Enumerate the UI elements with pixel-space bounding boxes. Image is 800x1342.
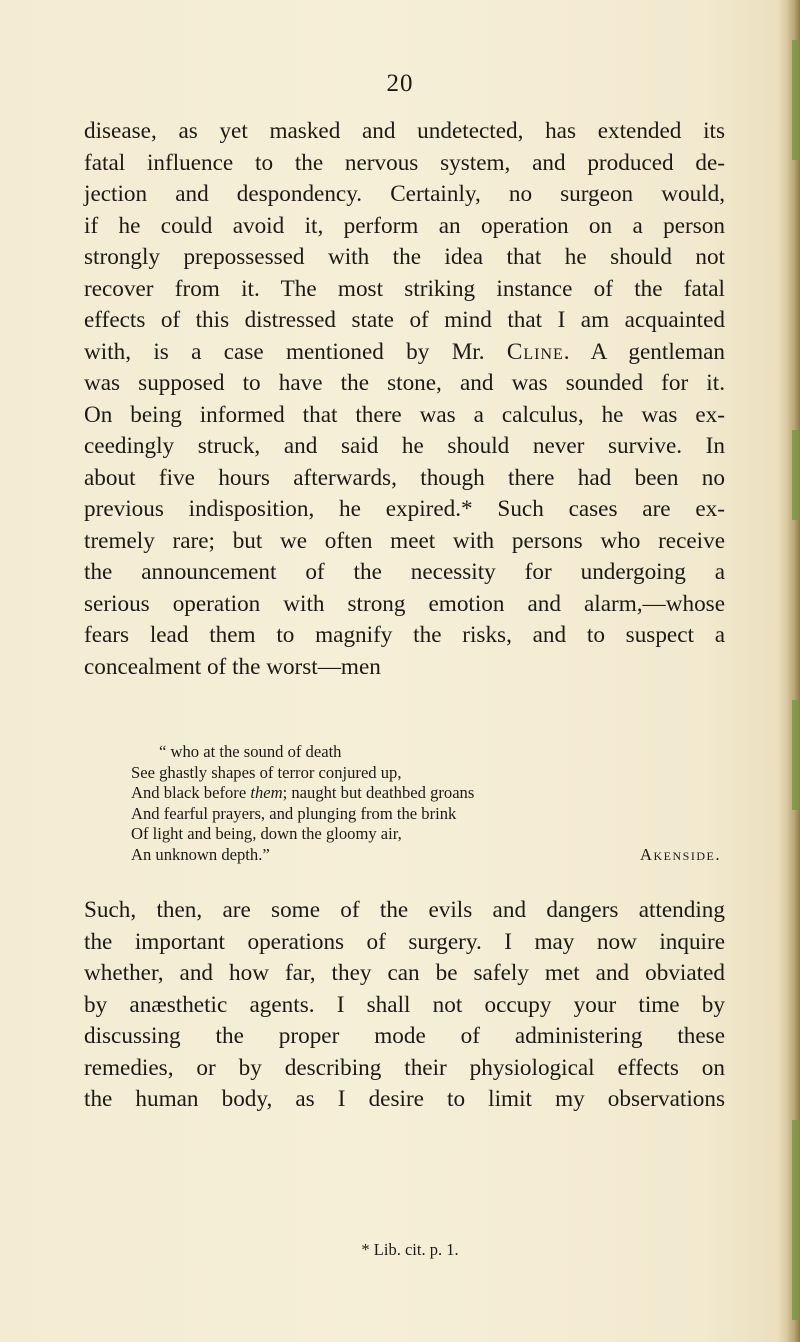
text-line: the human body, as I desire to limit my observations xyxy=(84,1086,725,1112)
text-line: by anæsthetic agents. I shall not occupy your time by xyxy=(84,991,725,1018)
text-line: recover from it. The most striking instance of the fatal xyxy=(84,275,725,302)
verse-line: Of light and being, down the gloomy air, xyxy=(131,824,402,843)
verse-line: See ghastly shapes of terror conjured up, xyxy=(131,762,402,782)
text-line: concealment of the worst—men xyxy=(84,653,381,680)
author-name-cline: Cline xyxy=(506,338,564,365)
text-line: strongly prepossessed with the idea that he should not xyxy=(84,244,725,270)
text-line: jection and despondency. Certainly, no surgeon would, xyxy=(84,181,725,207)
text-line: effects of this distressed state of mind that I am acquainted xyxy=(84,307,725,333)
text-line: about five hours afterwards, though there had been no xyxy=(84,464,725,491)
text-line: fears lead them to magnify the risks, and to suspect a xyxy=(84,622,725,648)
text-line: Such, then, are some of the evils and dangers attending xyxy=(84,897,725,923)
paragraph-2 xyxy=(84,895,725,1116)
text-fragment: with, is a case mentioned by Mr. xyxy=(84,338,485,365)
text-line: previous indisposition, he expired.* Such cases are ex- xyxy=(84,496,725,522)
text-line: the announcement of the necessity for undergoing a xyxy=(84,559,725,585)
text-line: tremely rare; but we often meet with persons who receive xyxy=(84,527,725,554)
page-number: 20 xyxy=(386,70,414,97)
text-line: remedies, or by describing their physiological effects on xyxy=(84,1054,725,1081)
verse-fragment: An unknown depth.” xyxy=(131,844,270,864)
text-line: ceedingly struck, and said he should never survive. In xyxy=(84,433,725,459)
page-edge-mark xyxy=(792,430,798,520)
verse-line: And fearful prayers, and plunging from the brink xyxy=(131,803,457,823)
text-fragment: . A gentleman xyxy=(563,338,725,365)
verse-fragment: And black before xyxy=(131,783,247,802)
page-edge-mark xyxy=(792,40,798,160)
text-line: fatal influence to the nervous system, and produced de- xyxy=(84,149,725,176)
text-line: serious operation with strong emotion and alarm,—whose xyxy=(84,590,725,617)
page-edge-mark xyxy=(792,1120,798,1320)
verse-line: “ who at the sound of death xyxy=(159,742,342,761)
text-line xyxy=(84,337,725,369)
page-edge-mark xyxy=(792,700,798,810)
verse-quote xyxy=(131,742,721,865)
paragraph-1 xyxy=(84,116,725,683)
text-line: whether, and how far, they can be safely met and obviated xyxy=(84,960,725,986)
text-line: discussing the proper mode of administering these xyxy=(84,1023,725,1049)
text-line: was supposed to have the stone, and was sounded for it. xyxy=(84,370,725,396)
text-line: the important operations of surgery. I may now inquire xyxy=(84,928,725,955)
footnote xyxy=(0,1240,800,1260)
verse-fragment: ; naught but deathbed groans xyxy=(282,783,475,802)
quote-attribution: Akenside. xyxy=(640,844,721,864)
verse-line xyxy=(131,783,721,804)
footnote-text: * Lib. cit. p. 1. xyxy=(361,1240,459,1259)
text-line: disease, as yet masked and undetected, has extended its xyxy=(84,118,725,144)
text-line: if he could avoid it, perform an operation on a person xyxy=(84,212,725,239)
verse-emphasis: them xyxy=(250,783,283,802)
verse-line xyxy=(131,845,721,866)
text-line: On being informed that there was a calculus, he was ex- xyxy=(84,401,725,428)
